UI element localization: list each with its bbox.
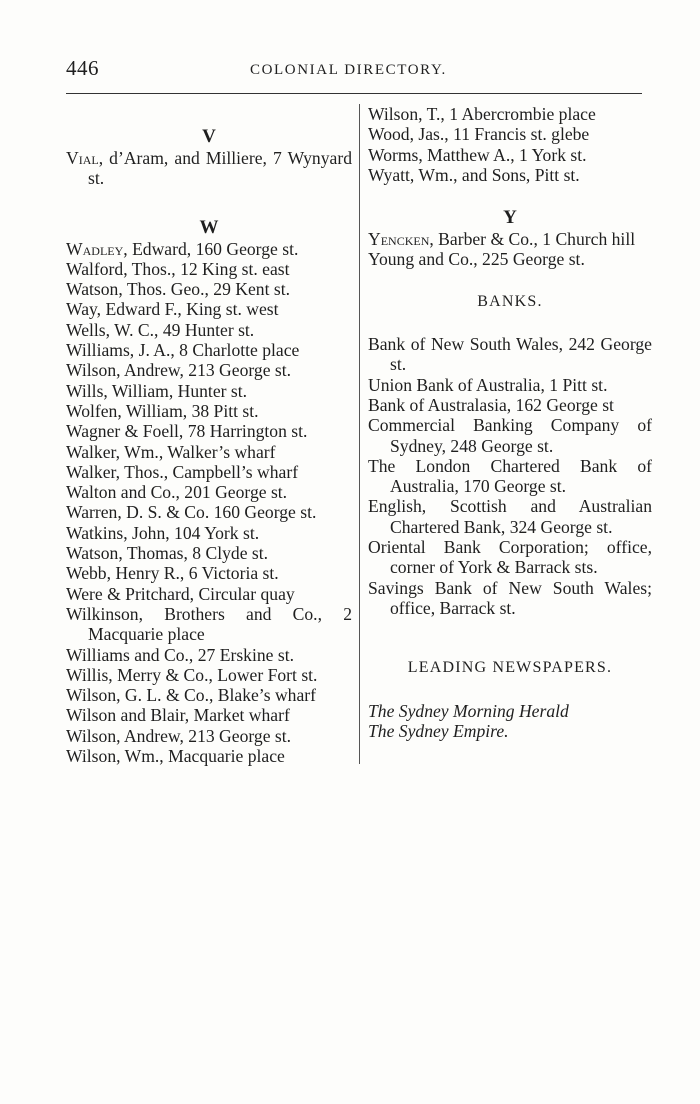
directory-entry: Walker, Wm., Walker’s wharf	[66, 441, 276, 462]
directory-entry: Watkins, John, 104 York st.	[66, 522, 260, 543]
page-number: 446	[66, 56, 99, 80]
newspaper-entry: The Sydney Empire.	[368, 720, 509, 741]
directory-entry: Warren, D. S. & Co. 160 George st.	[66, 502, 317, 523]
directory-entry: Young and Co., 225 George st.	[368, 249, 585, 270]
directory-entry: Wells, W. C., 49 Hunter st.	[66, 319, 255, 340]
directory-entry: Wilson, Andrew, 213 George st.	[66, 725, 292, 746]
directory-entry: Wilson, Wm., Macquarie place	[66, 746, 285, 767]
directory-entry: Wills, William, Hunter st.	[66, 380, 248, 401]
newspaper-entry: The Sydney Morning Herald	[368, 700, 569, 721]
directory-entry	[368, 229, 652, 249]
directory-entry: Williams and Co., 27 Erskine st.	[66, 644, 294, 665]
directory-entry: Watson, Thos. Geo., 29 Kent st.	[66, 279, 291, 300]
directory-entry: Wyatt, Wm., and Sons, Pitt st.	[368, 164, 580, 185]
directory-entry: Walker, Thos., Campbell’s wharf	[66, 461, 299, 482]
running-title: COLONIAL DIRECTORY.	[250, 62, 447, 78]
letter-heading-v: V	[202, 126, 216, 147]
directory-entry: Wolfen, William, 38 Pitt st.	[66, 400, 259, 421]
directory-entry: Williams, J. A., 8 Charlotte place	[66, 340, 300, 361]
directory-entry: Wilkinson, Brothers and Co., 2 Macquarie place	[66, 603, 352, 645]
directory-entry	[66, 148, 352, 189]
directory-entry: Wilson, G. L. & Co., Blake’s wharf	[66, 685, 316, 706]
entry-details: , Barber & Co., 1 Church hill	[429, 229, 636, 250]
entry-surname: Wadley	[66, 238, 124, 259]
directory-entry: Worms, Matthew A., 1 York st.	[368, 144, 587, 165]
header-rule	[66, 93, 642, 94]
entry-details: , d’Aram, and Milliere, 7 Wynyard st.	[88, 148, 352, 189]
directory-entry: Were & Pritchard, Circular quay	[66, 583, 295, 604]
column-divider	[359, 104, 360, 764]
entry-details: , Edward, 160 George st.	[123, 238, 299, 259]
section-heading-banks: BANKS.	[477, 292, 543, 310]
bank-entry: Bank of New South Wales, 242 George st.	[368, 334, 652, 375]
bank-entry: Savings Bank of New South Wales; office, Barrack st.	[368, 577, 652, 618]
bank-entry: Union Bank of Australia, 1 Pitt st.	[368, 374, 608, 395]
directory-entry: Wilson, Andrew, 213 George st.	[66, 360, 292, 381]
right-column	[368, 104, 652, 741]
bank-entry: The London Chartered Bank of Australia, 170 George st.	[368, 455, 652, 497]
left-column	[66, 104, 352, 766]
directory-entry: Wilson, T., 1 Abercrombie place	[368, 104, 596, 124]
entry-surname: Vial	[66, 148, 99, 168]
directory-entry: Way, Edward F., King st. west	[66, 299, 279, 320]
bank-entry: English, Scottish and Australian Chartered Bank, 324 George st.	[368, 496, 652, 537]
bank-entry: Bank of Australasia, 162 George st	[368, 394, 614, 415]
bank-entry: Commercial Banking Company of Sydney, 248 George st.	[368, 415, 652, 456]
directory-entry: Wood, Jas., 11 Francis st. glebe	[368, 124, 590, 145]
directory-entry: Webb, Henry R., 6 Victoria st.	[66, 563, 279, 584]
directory-entry: Walford, Thos., 12 King st. east	[66, 258, 290, 279]
entry-surname: Yencken	[368, 229, 430, 250]
directory-entry: Willis, Merry & Co., Lower Fort st.	[66, 664, 318, 685]
directory-entry: Wilson and Blair, Market wharf	[66, 705, 290, 726]
directory-entry	[66, 239, 352, 259]
section-heading-newspapers: LEADING NEWSPAPERS.	[407, 659, 613, 677]
directory-entry: Watson, Thomas, 8 Clyde st.	[66, 543, 269, 564]
directory-entry: Wagner & Foell, 78 Harrington st.	[66, 421, 308, 442]
letter-heading-y: Y	[503, 207, 517, 229]
bank-entry: Oriental Bank Corporation; office, corner of York & Barrack sts.	[368, 537, 652, 578]
directory-entry: Walton and Co., 201 George st.	[66, 482, 288, 503]
letter-heading-w: W	[199, 216, 219, 238]
